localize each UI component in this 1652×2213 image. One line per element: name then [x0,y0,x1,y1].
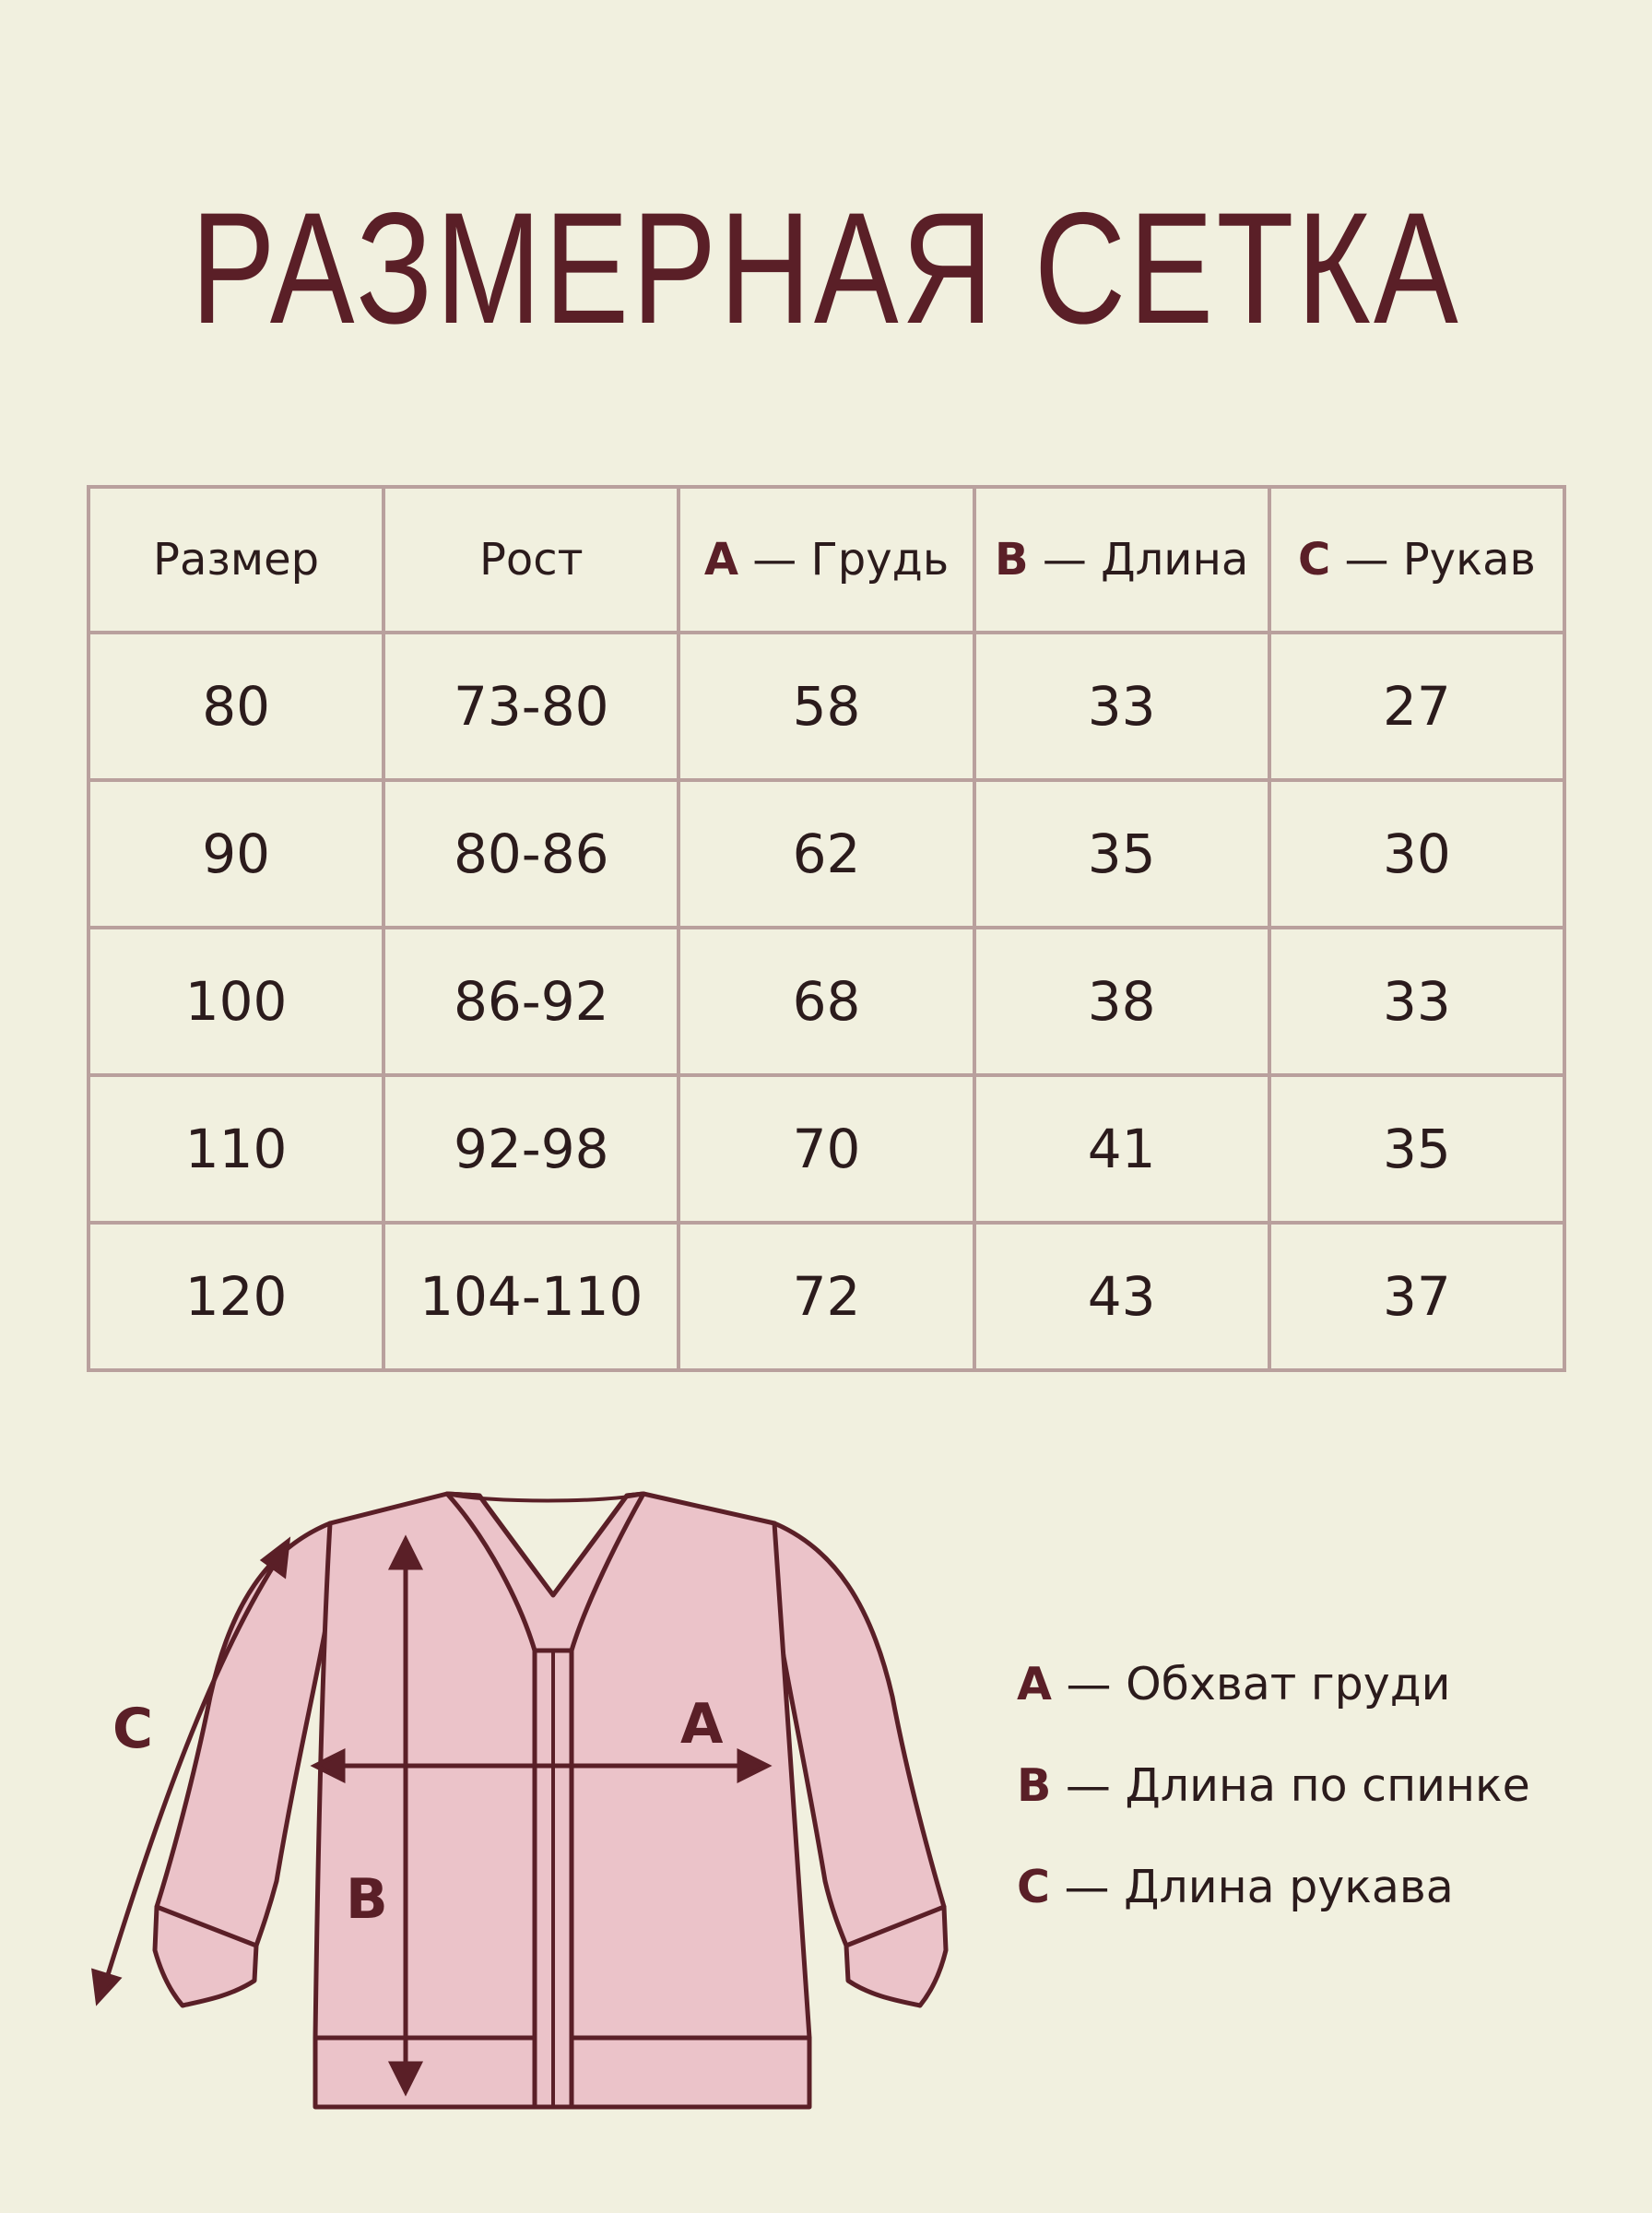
table-header-row [88,487,1564,633]
cell-chest: 62 [678,780,974,928]
cell-height: 80-86 [384,780,678,928]
cell-sleeve: 35 [1269,1075,1564,1223]
header-length: B — Длина [974,487,1269,633]
cell-size: 110 [88,1075,384,1223]
cell-sleeve: 27 [1269,633,1564,780]
header-size: Размер [88,487,384,633]
cell-chest: 70 [678,1075,974,1223]
cell-length: 33 [974,633,1269,780]
cell-sleeve: 37 [1269,1223,1564,1370]
header-length-letter: B [995,534,1029,586]
cell-size: 80 [88,633,384,780]
legend-item-c: C — Длина рукава [1017,1861,1454,1913]
header-height: Рост [384,487,678,633]
cell-sleeve: 30 [1269,780,1564,928]
cardigan-diagram [74,1466,977,2130]
cell-length: 43 [974,1223,1269,1370]
page-title: РАЗМЕРНАЯ СЕТКА [191,180,1461,357]
header-chest: A — Грудь [678,487,974,633]
cell-chest: 58 [678,633,974,780]
cell-height: 86-92 [384,928,678,1075]
legend-item-a: A — Обхват груди [1017,1658,1451,1710]
table-row [88,1223,1564,1370]
measurement-legend [1017,1652,1530,1957]
table-row [88,780,1564,928]
table-row [88,928,1564,1075]
cell-height: 73-80 [384,633,678,780]
cell-sleeve: 33 [1269,928,1564,1075]
header-sleeve-letter: C [1297,534,1331,586]
cell-height: 104-110 [384,1223,678,1370]
label-c: C [112,1697,154,1761]
label-b: B [346,1867,388,1932]
arrow-c-bottom [94,1971,118,2001]
label-a: A [680,1692,724,1757]
table-row [88,1075,1564,1223]
cell-length: 35 [974,780,1269,928]
size-table [87,485,1566,1372]
header-chest-letter: A [703,534,738,586]
table-row [88,633,1564,780]
header-sleeve: C — Рукав [1269,487,1564,633]
cell-length: 41 [974,1075,1269,1223]
cell-size: 100 [88,928,384,1075]
cell-size: 120 [88,1223,384,1370]
cell-size: 90 [88,780,384,928]
cell-chest: 68 [678,928,974,1075]
cell-height: 92-98 [384,1075,678,1223]
cell-length: 38 [974,928,1269,1075]
cell-chest: 72 [678,1223,974,1370]
legend-item-b: B — Длина по спинке [1017,1759,1530,1812]
